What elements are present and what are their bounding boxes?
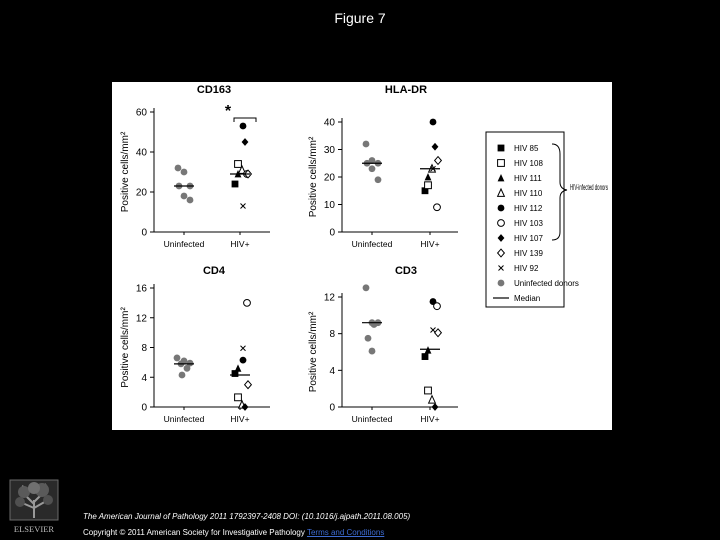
elsevier-logo [6,478,62,536]
legend-label: HIV 112 [514,204,543,213]
legend-label: Uninfected donors [514,279,579,288]
point-uninfected [181,169,188,176]
y-tick-label: 12 [135,313,147,325]
point-uninfected [179,372,186,379]
point-hiv-111 [425,173,432,180]
terms-link[interactable]: Terms and Conditions [306,528,385,537]
point-hiv-112 [240,357,247,364]
point-hiv-107 [432,143,439,151]
footer-citation: The American Journal of Pathology 2011 1792397-2408 DOI: (10.1016/j.ajpath.2011.08.005) [83,512,411,521]
point-uninfected [375,176,382,183]
y-tick-label: 16 [135,283,147,295]
point-uninfected [369,348,376,355]
y-axis-label: Positive cells/mm² [120,131,131,213]
chart-title: CD163 [196,84,232,96]
legend-marker [498,160,505,167]
data-points [362,284,441,410]
x-tick-label: HIV+ [230,239,250,249]
y-tick-label: 12 [323,292,335,304]
data-points [174,123,251,209]
legend-label: HIV 110 [514,189,543,198]
point-uninfected [175,165,182,172]
y-tick-label: 40 [323,117,335,129]
chart-panel-hla-dr [308,84,458,249]
point-hiv-108 [235,394,242,401]
point-hiv-111 [425,346,432,353]
significance-bracket [234,118,256,122]
point-hiv-107 [432,403,439,411]
point-hiv-92 [241,204,246,209]
page-title: Figure 7 [334,10,386,26]
point-hiv-103 [434,204,441,211]
y-tick-label: 4 [329,365,335,377]
point-hiv-107 [242,138,249,146]
y-axis-label: Positive cells/mm² [308,311,319,393]
point-hiv-108 [235,161,242,168]
point-hiv-112 [240,123,247,130]
point-hiv-108 [425,387,432,394]
axes [136,108,270,250]
data-points [362,119,441,211]
y-tick-label: 20 [323,172,335,184]
point-hiv-85 [232,181,239,188]
point-uninfected [184,365,191,372]
chart-title: CD3 [394,265,418,277]
axes [324,118,458,250]
chart-panel-cd4 [120,265,270,424]
legend-group-label: HIV-infected donors [570,182,608,192]
point-uninfected [187,197,194,204]
point-hiv-112 [430,119,437,126]
legend-label: HIV 103 [514,219,543,228]
y-tick-label: 20 [135,187,147,199]
legend-label: HIV 85 [514,144,539,153]
legend-marker [498,280,505,287]
point-uninfected [365,335,372,342]
legend [486,132,608,307]
y-tick-label: 60 [135,107,147,119]
x-tick-label: Uninfected [351,414,393,424]
point-hiv-108 [425,182,432,189]
axes [324,293,458,425]
point-hiv-111 [235,364,242,371]
legend-label: HIV 107 [514,234,543,243]
figure-panel [112,82,612,430]
chart-title: HLA-DR [384,84,428,96]
point-uninfected [181,193,188,200]
y-tick-label: 0 [141,227,147,239]
legend-label: HIV 139 [514,249,543,258]
point-hiv-139 [245,381,252,389]
legend-marker [498,145,505,152]
copyright-text: Copyright © 2011 American Society for Investigative Pathology [83,528,305,537]
point-hiv-139 [435,157,442,165]
significance-marker: * [224,103,232,120]
x-tick-label: Uninfected [163,414,205,424]
y-tick-label: 8 [141,343,147,354]
y-axis-label: Positive cells/mm² [308,136,319,218]
point-hiv-92 [431,328,436,333]
y-tick-label: 4 [141,372,147,384]
x-tick-label: HIV+ [420,414,440,424]
point-uninfected [363,284,370,291]
legend-label: Median [514,294,541,303]
y-axis-label: Positive cells/mm² [120,307,131,388]
y-tick-label: 40 [135,147,147,159]
y-tick-label: 30 [323,145,335,156]
x-tick-label: HIV+ [420,239,440,249]
y-tick-label: 0 [141,402,147,414]
figure-svg [112,82,612,430]
point-hiv-103 [244,299,251,306]
chart-title: CD4 [202,265,226,277]
point-hiv-85 [422,353,429,360]
x-tick-label: Uninfected [163,239,205,249]
y-tick-label: 8 [329,329,335,341]
x-tick-label: Uninfected [351,239,393,249]
point-hiv-139 [435,329,442,337]
legend-label: HIV 92 [514,264,539,273]
legend-marker [498,220,505,227]
data-points [174,299,252,410]
point-hiv-92 [241,346,246,351]
point-hiv-103 [434,303,441,310]
point-uninfected [369,165,376,172]
x-tick-label: HIV+ [230,414,250,424]
logo-text: ELSEVIER [13,524,55,534]
chart-panel-cd3 [308,265,458,424]
y-tick-label: 0 [329,402,335,414]
legend-label: HIV 108 [514,159,543,168]
chart-panel-cd163 [120,84,270,249]
footer-copyright [83,528,384,537]
point-uninfected [363,141,370,148]
y-tick-label: 10 [323,200,335,211]
point-hiv-110 [429,396,436,403]
legend-label: HIV 111 [514,174,542,183]
legend-marker [498,205,505,212]
y-tick-label: 0 [329,227,335,239]
point-uninfected [174,355,181,362]
